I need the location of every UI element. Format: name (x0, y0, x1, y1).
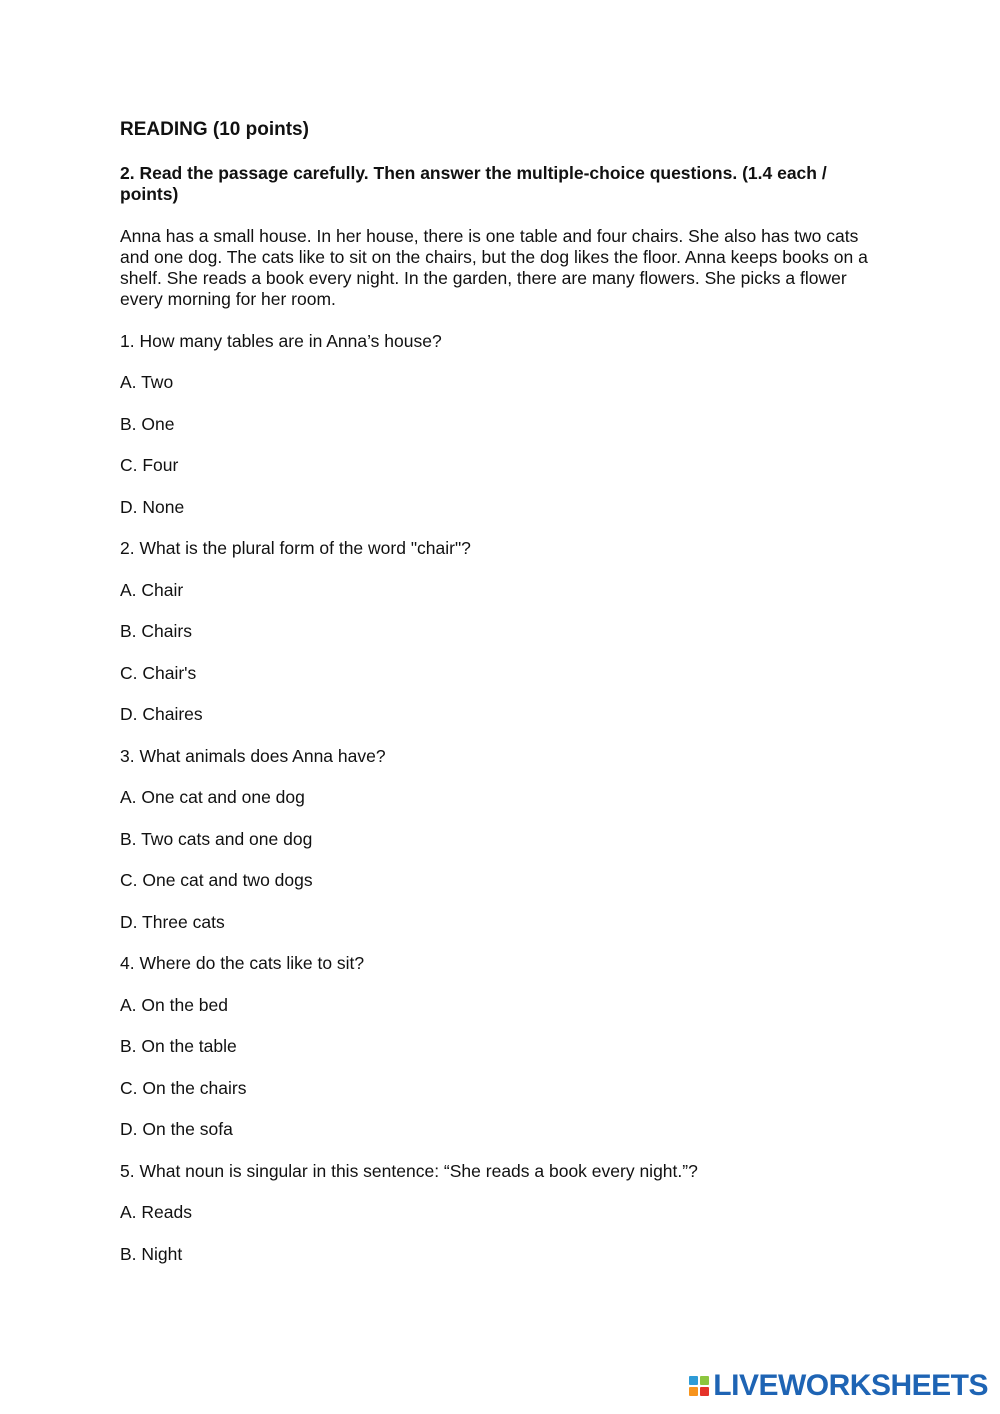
option-2a: A. Chair (120, 579, 184, 600)
liveworksheets-logo (689, 1366, 988, 1406)
reading-passage: Anna has a small house. In her house, there is one table and four chairs. She also has two cats and one dog. The cats like to sit on the chairs, but the dog likes the floor. Anna keeps books on a shelf. She reads a book every night. In the garden, there are many flowers. She picks a flower every morning for her room. (120, 226, 868, 309)
option-4a: A. On the bed (120, 994, 228, 1015)
question-1: 1. How many tables are in Anna’s house? (120, 330, 442, 351)
option-3d: D. Three cats (120, 911, 225, 932)
option-4b: B. On the table (120, 1036, 237, 1056)
option-3a: A. One cat and one dog (120, 787, 305, 807)
logo-square-icon (689, 1387, 698, 1396)
option-5b: B. Night (120, 1243, 183, 1264)
option-1c: C. Four (120, 455, 179, 475)
option-2c: C. Chair's (120, 662, 197, 683)
option-3c: C. One cat and two dogs (120, 870, 313, 890)
logo-text: LIVEWORKSHEETS (713, 1369, 988, 1402)
option-2b: B. Chairs (120, 621, 192, 641)
question-4: 4. Where do the cats like to sit? (120, 953, 365, 973)
section-heading: READING (10 points) (120, 119, 309, 140)
option-1a: A. Two (120, 372, 174, 392)
question-2: 2. What is the plural form of the word "chair"? (120, 538, 471, 558)
question-3: 3. What animals does Anna have? (120, 745, 386, 766)
logo-square-icon (700, 1387, 709, 1396)
logo-square-icon (700, 1376, 709, 1385)
question-5: 5. What noun is singular in this sentence: “She reads a book every night.”? (120, 1160, 698, 1181)
logo-mark-icon (689, 1376, 709, 1396)
instruction-text: 2. Read the passage carefully. Then answer the multiple-choice questions. (1.4 each / points) (120, 163, 827, 204)
option-3b: B. Two cats and one dog (120, 828, 313, 849)
option-2d: D. Chaires (120, 704, 203, 724)
option-4c: C. On the chairs (120, 1077, 247, 1098)
option-1d: D. None (120, 496, 185, 517)
option-4d: D. On the sofa (120, 1119, 233, 1139)
option-5a: A. Reads (120, 1202, 192, 1222)
option-1b: B. One (120, 413, 175, 434)
logo-square-icon (689, 1376, 698, 1385)
worksheet-content (120, 118, 880, 1265)
